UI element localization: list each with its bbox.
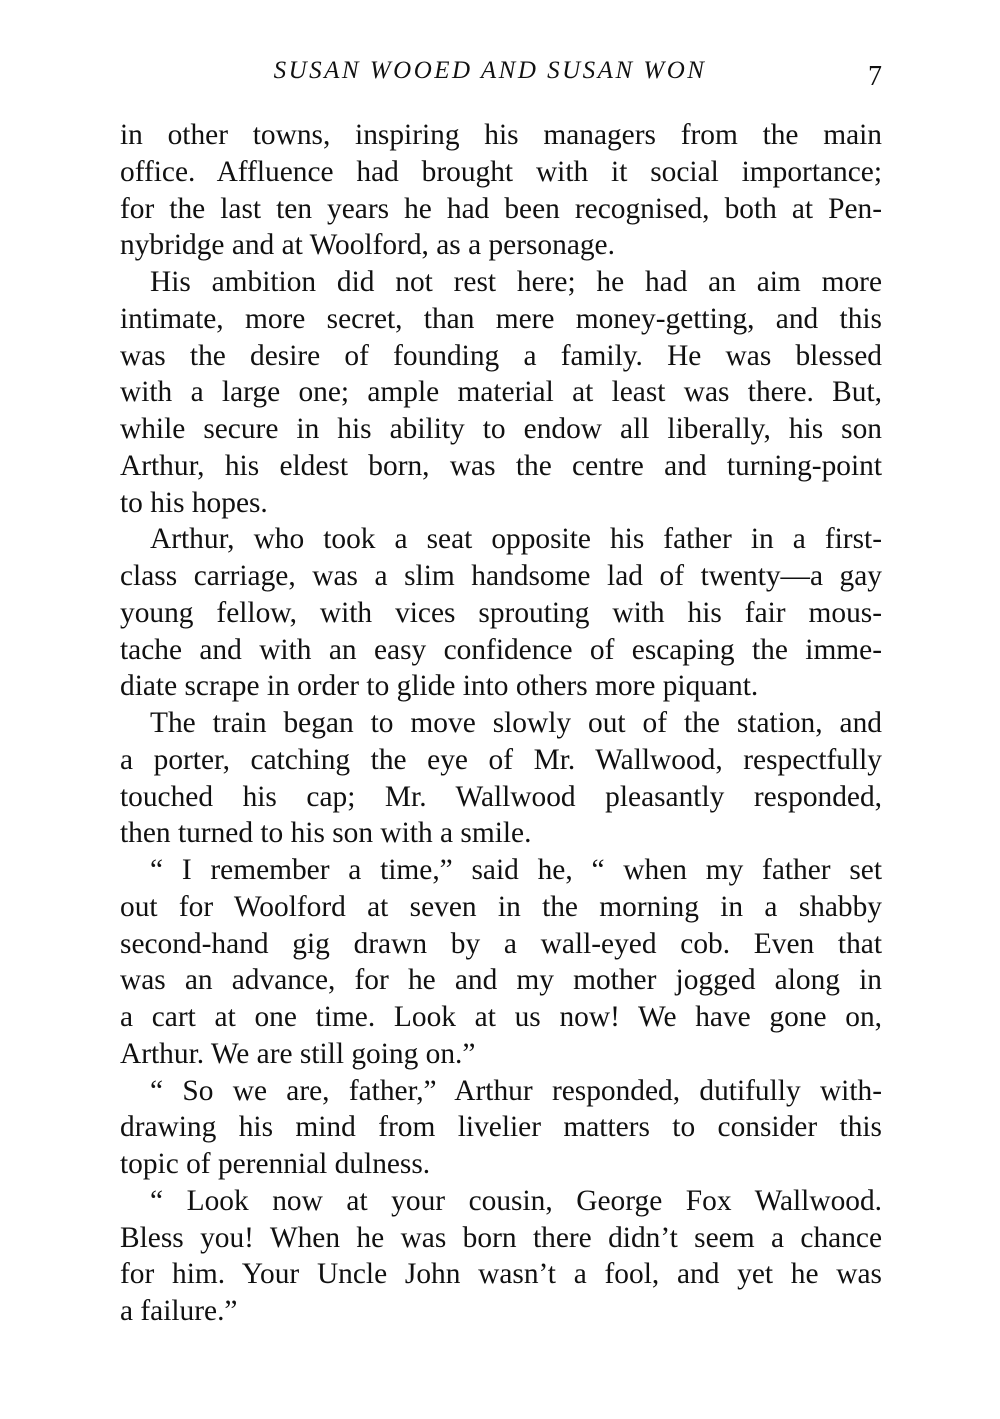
text-line: out for Woolford at seven in the morning in a shabby — [120, 890, 882, 923]
text-line: diate scrape in order to glide into others more piquant. — [120, 670, 759, 703]
text-line: topic of perennial dulness. — [120, 1148, 431, 1180]
text-line: second-hand gig drawn by a wall-eyed cob. Even that — [120, 927, 882, 960]
text-line: The train began to move slowly out of the station, and — [150, 707, 882, 739]
text-line: His ambition did not rest here; he had an aim more — [150, 266, 882, 298]
text-line: office. Affluence had brought with it social importance; — [120, 155, 882, 188]
text-line: in other towns, inspiring his managers from the main — [120, 119, 882, 151]
paragraph — [120, 852, 882, 1073]
page-number: 7 — [868, 61, 882, 92]
text-line: a failure.” — [120, 1295, 238, 1327]
text-line: a cart at one time. Look at us now! We have gone on, — [120, 1001, 882, 1033]
text-line: drawing his mind from livelier matters to consider this — [120, 1111, 882, 1144]
text-line: to his hopes. — [120, 486, 268, 519]
text-line: for the last ten years he had been recognised, both at Pen- — [120, 192, 882, 225]
text-line: was an advance, for he and my mother jogged along in — [120, 964, 882, 997]
text-line: intimate, more secret, than mere money-getting, and this — [120, 302, 882, 335]
paragraph — [120, 1183, 882, 1330]
running-title: SUSAN WOOED AND SUSAN WON — [273, 57, 707, 84]
text-line: a porter, catching the eye of Mr. Wallwood, respectfully — [120, 743, 882, 776]
text-line: “ Look now at your cousin, George Fox Wallwood. — [150, 1184, 882, 1217]
text-line: Arthur, his eldest born, was the centre and turning-point — [120, 449, 882, 482]
paragraph — [120, 1073, 882, 1183]
text-line: was the desire of founding a family. He was blessed — [120, 339, 882, 372]
paragraph — [120, 117, 882, 264]
text-line: tache and with an easy confidence of escaping the imme- — [120, 633, 882, 666]
body-text — [120, 117, 882, 1330]
text-line: “ So we are, father,” Arthur responded, dutifully with- — [150, 1074, 882, 1107]
text-line: “ I remember a time,” said he, “ when my father set — [150, 854, 882, 886]
text-line: Arthur. We are still going on.” — [120, 1037, 476, 1070]
text-line: class carriage, was a slim handsome lad of twenty—a gay — [120, 560, 882, 592]
text-line: then turned to his son with a smile. — [120, 817, 532, 850]
running-head — [120, 54, 882, 92]
text-line: Arthur, who took a seat opposite his father in a first- — [150, 523, 882, 556]
text-line: touched his cap; Mr. Wallwood pleasantly responded, — [120, 780, 882, 813]
paragraph — [120, 264, 882, 521]
text-line: with a large one; ample material at least was there. But, — [120, 376, 882, 409]
text-line: for him. Your Uncle John wasn’t a fool, and yet he was — [120, 1258, 882, 1291]
paragraph — [120, 705, 882, 852]
text-line: while secure in his ability to endow all liberally, his son — [120, 413, 882, 445]
text-line: Bless you! When he was born there didn’t seem a chance — [120, 1221, 882, 1254]
text-line: nybridge and at Woolford, as a personage. — [120, 229, 615, 262]
text-line: young fellow, with vices sprouting with his fair mous- — [120, 596, 882, 629]
paragraph — [120, 521, 882, 705]
